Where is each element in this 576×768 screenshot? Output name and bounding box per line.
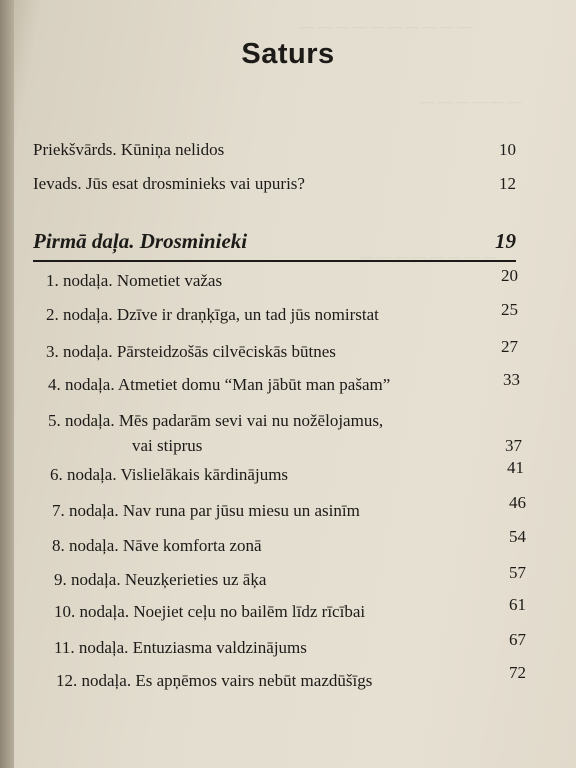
part-page: 19 — [495, 229, 516, 253]
show-through-text: — — — — — — — [420, 95, 522, 110]
part-title: Pirmā daļa. Drosminieki — [33, 229, 248, 253]
chapter-label: 12. nodaļa. Es apņēmos vairs nebūt mazdūšīgs — [56, 671, 373, 690]
chapter-label: 10. nodaļa. Noejiet ceļu no bailēm līdz rīcībai — [54, 602, 366, 621]
show-through-text: — — — — — — — — — [360, 250, 497, 265]
book-spine-shadow — [0, 0, 14, 768]
page-title: Saturs — [241, 38, 335, 70]
chapter-label: 6. nodaļa. Vislielākais kārdinājums — [50, 465, 289, 484]
chapter-label: 1. nodaļa. Nometiet važas — [46, 271, 223, 290]
chapter-page: 20 — [501, 266, 518, 285]
chapter-page: 46 — [509, 493, 526, 512]
chapter-page: 72 — [509, 663, 526, 682]
chapter-page: 54 — [509, 527, 526, 546]
toc-entry-label: Ievads. Jūs esat drosminieks vai upuris? — [33, 174, 305, 193]
chapter-page: 33 — [503, 370, 520, 389]
toc-entry-page: 12 — [499, 174, 516, 193]
chapter-label: 7. nodaļa. Nav runa par jūsu miesu un asinīm — [52, 501, 360, 520]
chapter-page: 25 — [501, 300, 518, 319]
part-header — [33, 226, 516, 262]
chapter-page: 61 — [509, 595, 526, 614]
chapter-page: 37 — [505, 436, 522, 455]
chapter-page: 57 — [509, 563, 526, 582]
chapter-page: 41 — [507, 458, 524, 477]
chapter-label: 9. nodaļa. Neuzķerieties uz āķa — [54, 570, 267, 589]
chapter-label-continuation: vai stiprus — [132, 436, 203, 455]
chapter-label: 11. nodaļa. Entuziasma valdzinājums — [54, 638, 307, 657]
show-through-text: — — — — — — — — — — — [300, 20, 472, 35]
chapter-label: 5. nodaļa. Mēs padarām sevi vai nu nožēlojamus, — [48, 411, 384, 430]
toc-entry-page: 10 — [499, 140, 516, 159]
chapter-page: 67 — [509, 630, 526, 649]
chapter-label: 3. nodaļa. Pārsteidzošās cilvēciskās būtnes — [46, 342, 336, 361]
chapter-label: 4. nodaļa. Atmetiet domu “Man jābūt man pašam” — [48, 375, 391, 394]
toc-entry-label: Priekšvārds. Kūniņa nelidos — [33, 140, 225, 159]
chapter-label: 8. nodaļa. Nāve komforta zonā — [52, 536, 262, 555]
chapter-page: 27 — [501, 337, 518, 356]
chapter-label: 2. nodaļa. Dzīve ir draņķīga, un tad jūs nomirstat — [46, 305, 379, 324]
